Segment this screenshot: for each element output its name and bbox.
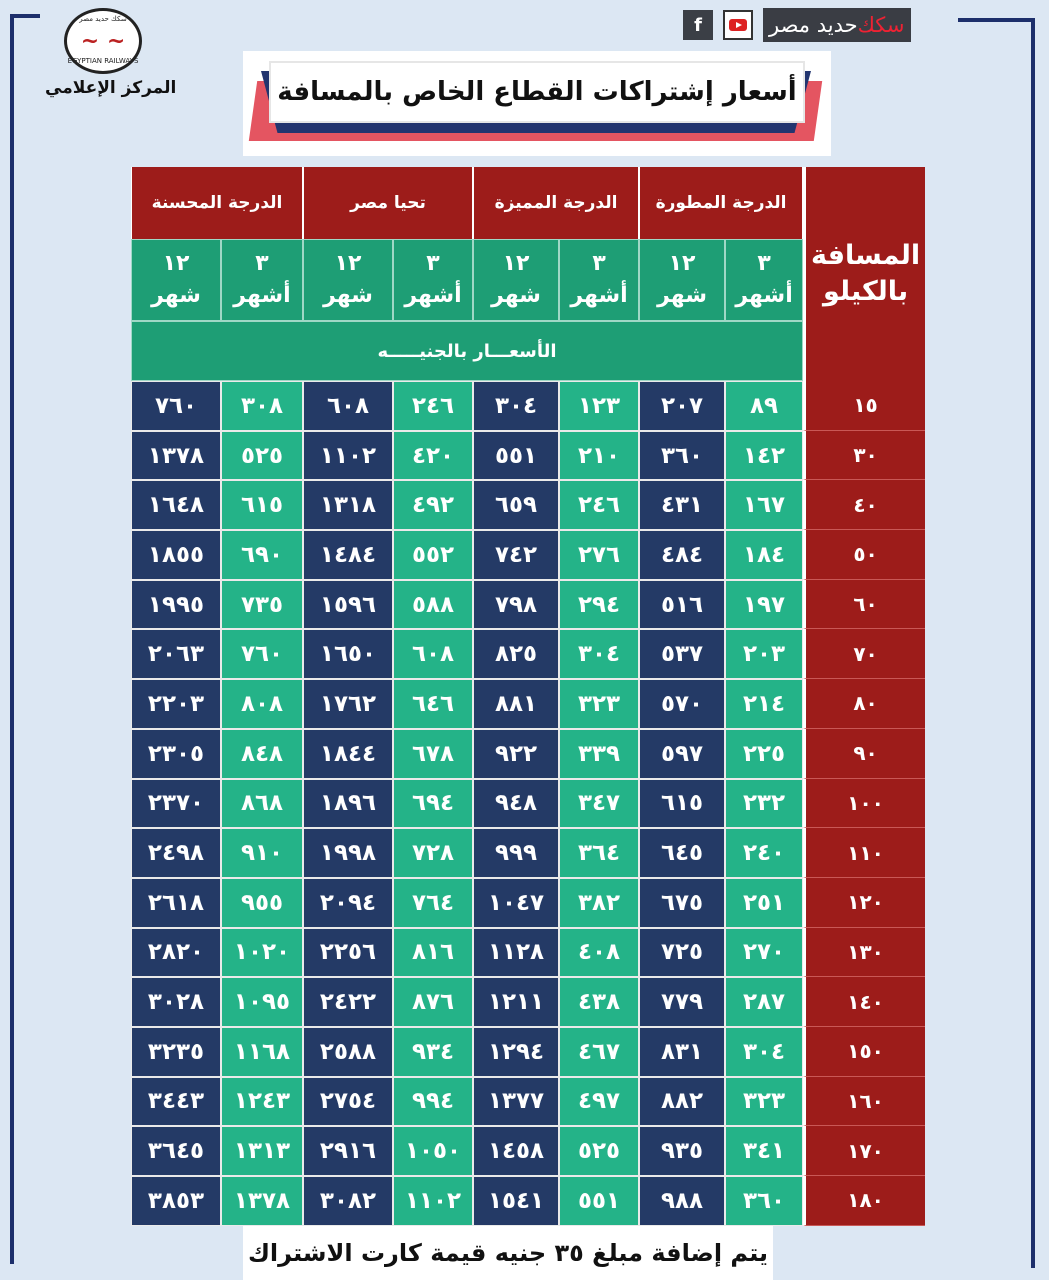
price-cell: ١٦٤٨ [131,480,221,530]
price-cell: ٥٨٨ [393,580,473,630]
price-cell: ٣٢٣ [725,1077,803,1127]
price-cell: ٥٥٢ [393,530,473,580]
price-cell: ٣٢٣٥ [131,1027,221,1077]
table-row [131,580,925,630]
table-row [131,629,925,679]
price-cell: ١١٢٨ [473,928,559,978]
price-cell: ١٣٧٨ [131,431,221,481]
price-cell: ٧٧٩ [639,977,725,1027]
price-cell: ٤٩٢ [393,480,473,530]
price-cell: ٤٩٧ [559,1077,639,1127]
price-cell: ٦٧٨ [393,729,473,779]
price-cell: ٢٤٩٨ [131,828,221,878]
price-cell: ٨٠٨ [221,679,303,729]
price-cell: ٥٥١ [473,431,559,481]
table-row [131,381,925,431]
distance-cell: ١٨٠ [803,1176,925,1226]
price-cell: ١٢٣ [559,381,639,431]
price-cell: ٤٢٠ [393,431,473,481]
price-cell: ٣٢٣ [559,679,639,729]
price-cell: ١٥٩٦ [303,580,393,630]
price-cell: ٢٥٨٨ [303,1027,393,1077]
price-cell: ٧٣٥ [221,580,303,630]
price-cell: ٩٢٢ [473,729,559,779]
table-row [131,480,925,530]
media-center-label: المركز الإعلامي [45,78,177,98]
distance-cell: ١٤٠ [803,977,925,1027]
price-cell: ١٥٤١ [473,1176,559,1226]
price-cell: ٣٨٢ [559,878,639,928]
price-cell: ٢٧٥٤ [303,1077,393,1127]
price-cell: ١٠٤٧ [473,878,559,928]
price-cell: ٤٨٤ [639,530,725,580]
price-cell: ٢٤٠ [725,828,803,878]
price-cell: ٣٦٤ [559,828,639,878]
price-cell: ٦٠٨ [303,381,393,431]
price-cell: ١٤٨٤ [303,530,393,580]
brand-part-2: حديد مصر [769,13,858,37]
price-cell: ٢٨٧ [725,977,803,1027]
price-cell: ٣٠٢٨ [131,977,221,1027]
distance-cell: ٨٠ [803,679,925,729]
price-cell: ٣٠٤ [473,381,559,431]
price-cell: ٣٠٨٢ [303,1176,393,1226]
price-cell: ٢٩١٦ [303,1126,393,1176]
price-cell: ١٤٥٨ [473,1126,559,1176]
price-cell: ١٢٩٤ [473,1027,559,1077]
price-cell: ١٨٥٥ [131,530,221,580]
price-cell: ١٠٩٥ [221,977,303,1027]
distance-cell: ١٠٠ [803,779,925,829]
table-row [131,779,925,829]
price-cell: ١٨٤٤ [303,729,393,779]
price-cell: ٨٨٢ [639,1077,725,1127]
price-cell: ١٩٩٥ [131,580,221,630]
frame-line-right [1031,18,1035,1268]
price-cell: ٦٤٦ [393,679,473,729]
frame-line-top-right [958,18,1034,22]
price-cell: ٢٠٣ [725,629,803,679]
class-header-improved: الدرجة المطورة [639,167,803,239]
seal-bottom-text: EGYPTIAN RAILWAYS [67,57,139,65]
price-cell: ٢٢٠٣ [131,679,221,729]
price-cell: ٦٩٤ [393,779,473,829]
distance-cell: ١١٠ [803,828,925,878]
price-cell: ١٨٩٦ [303,779,393,829]
youtube-icon[interactable] [723,10,753,40]
distance-cell: ٣٠ [803,431,925,481]
frame-line-left [10,14,14,1264]
price-cell: ١٣٧٨ [221,1176,303,1226]
price-cell: ٨٧٦ [393,977,473,1027]
distance-cell: ١٢٠ [803,878,925,928]
price-cell: ٨٦٨ [221,779,303,829]
price-cell: ٩٩٤ [393,1077,473,1127]
table-row [131,1077,925,1127]
price-cell: ٨٣١ [639,1027,725,1077]
table-row [131,1126,925,1176]
price-cell: ٥٣٧ [639,629,725,679]
price-cell: ٨٨١ [473,679,559,729]
price-cell: ٣٠٤ [559,629,639,679]
table-row [131,828,925,878]
price-cell: ٩٥٥ [221,878,303,928]
social-bar [683,8,911,42]
price-cell: ٢٧٠ [725,928,803,978]
price-cell: ٢٩٤ [559,580,639,630]
price-cell: ٨١٦ [393,928,473,978]
price-cell: ٧٦٠ [131,381,221,431]
price-cell: ٩٣٤ [393,1027,473,1077]
table-row [131,530,925,580]
facebook-icon[interactable]: f [683,10,713,40]
price-cell: ٣٤٧ [559,779,639,829]
table-row [131,878,925,928]
price-cell: ٤٠٨ [559,928,639,978]
price-cell: ٣٠٤ [725,1027,803,1077]
price-cell: ٥٢٥ [559,1126,639,1176]
price-cell: ٣٨٥٣ [131,1176,221,1226]
price-cell: ١٧٦٢ [303,679,393,729]
price-cell: ١٩٧ [725,580,803,630]
distance-cell: ٤٠ [803,480,925,530]
price-cell: ٤٦٧ [559,1027,639,1077]
page-title: أسعار إشتراكات القطاع الخاص بالمسافة [277,77,797,107]
price-cell: ٢٢٥٦ [303,928,393,978]
price-cell: ٣٣٩ [559,729,639,779]
prices-table [131,167,925,1226]
price-cell: ١١٠٢ [303,431,393,481]
price-cell: ٤٣٨ [559,977,639,1027]
price-cell: ٢٧٦ [559,530,639,580]
price-cell: ٢٨٢٠ [131,928,221,978]
prices-label: الأسعـــار بالجنيـــــه [131,321,803,381]
price-cell: ١٦٧ [725,480,803,530]
period-header-12: ١٢ شهر [131,239,221,321]
price-cell: ٦٠٨ [393,629,473,679]
class-header-tahya-misr: تحيا مصر [303,167,473,239]
price-cell: ٦٩٠ [221,530,303,580]
distance-cell: ١٥ [803,381,925,431]
title-banner [243,51,831,156]
price-cell: ٢٦١٨ [131,878,221,928]
price-cell: ٤٣١ [639,480,725,530]
price-cell: ١٨٤ [725,530,803,580]
price-cell: ٩٤٨ [473,779,559,829]
price-cell: ٧٩٨ [473,580,559,630]
price-cell: ٣٤١ [725,1126,803,1176]
price-cell: ١٠٢٠ [221,928,303,978]
price-cell: ٣٠٨ [221,381,303,431]
price-cell: ٨٤٨ [221,729,303,779]
distance-cell: ٩٠ [803,729,925,779]
period-header-3: ٣ أشهر [725,239,803,321]
table-row [131,431,925,481]
price-cell: ٢٢٥ [725,729,803,779]
price-cell: ٢١٤ [725,679,803,729]
price-cell: ٦٤٥ [639,828,725,878]
distance-cell: ١٥٠ [803,1027,925,1077]
price-cell: ٣٦٤٥ [131,1126,221,1176]
price-cell: ٦٥٩ [473,480,559,530]
price-cell: ٩٩٩ [473,828,559,878]
distance-cell: ١٧٠ [803,1126,925,1176]
price-cell: ١٣١٣ [221,1126,303,1176]
price-cell: ٢٥١ [725,878,803,928]
price-cell: ١٩٩٨ [303,828,393,878]
price-cell: ٥٩٧ [639,729,725,779]
price-cell: ٢٠٦٣ [131,629,221,679]
distance-cell: ٦٠ [803,580,925,630]
period-header-12: ١٢ شهر [303,239,393,321]
price-cell: ١٦٥٠ [303,629,393,679]
period-header-3: ٣ أشهر [221,239,303,321]
period-header-12: ١٢ شهر [639,239,725,321]
price-cell: ٥١٦ [639,580,725,630]
price-cell: ٢٠٩٤ [303,878,393,928]
price-cell: ٦١٥ [639,779,725,829]
price-cell: ١٢٤٣ [221,1077,303,1127]
price-cell: ٨٢٥ [473,629,559,679]
price-cell: ١٤٢ [725,431,803,481]
price-cell: ٩٣٥ [639,1126,725,1176]
price-cell: ١١٠٢ [393,1176,473,1226]
footer-note [243,1226,773,1280]
distance-cell: ٥٠ [803,530,925,580]
table-row [131,679,925,729]
price-cell: ٩١٠ [221,828,303,878]
brand-part-1: سكك [857,13,905,37]
frame-line-top-left [10,14,40,18]
price-cell: ١٢١١ [473,977,559,1027]
price-cell: ٦١٥ [221,480,303,530]
footer-text: يتم إضافة مبلغ ٣٥ جنيه قيمة كارت الاشتراك [247,1239,769,1267]
period-header-3: ٣ أشهر [393,239,473,321]
class-header-distinguished: الدرجة المميزة [473,167,639,239]
table-row [131,977,925,1027]
table-row [131,729,925,779]
seal-top-text: سكك حديد مصر [79,15,127,23]
class-header-enhanced: الدرجة المحسنة [131,167,303,239]
price-cell: ٧٢٨ [393,828,473,878]
price-cell: ٦٧٥ [639,878,725,928]
price-cell: ٢٣٧٠ [131,779,221,829]
distance-cell: ١٦٠ [803,1077,925,1127]
price-cell: ٢١٠ [559,431,639,481]
period-header-3: ٣ أشهر [559,239,639,321]
price-cell: ٣٦٠ [725,1176,803,1226]
period-header-12: ١٢ شهر [473,239,559,321]
price-cell: ٧٦٠ [221,629,303,679]
price-cell: ٢٤٢٢ [303,977,393,1027]
price-cell: ٥٧٠ [639,679,725,729]
price-cell: ٨٩ [725,381,803,431]
railways-seal-icon: سكك حديد مصر ~ ~ EGYPTIAN RAILWAYS [64,8,142,74]
brand-label [763,8,911,42]
table-row [131,1176,925,1226]
table-row [131,1027,925,1077]
price-cell: ٧٢٥ [639,928,725,978]
price-cell: ١٣٧٧ [473,1077,559,1127]
price-cell: ٥٥١ [559,1176,639,1226]
price-cell: ١١٦٨ [221,1027,303,1077]
price-cell: ٩٨٨ [639,1176,725,1226]
price-cell: ٥٢٥ [221,431,303,481]
price-cell: ٢٣٢ [725,779,803,829]
price-cell: ٣٦٠ [639,431,725,481]
table-row [131,928,925,978]
price-cell: ١٣١٨ [303,480,393,530]
price-cell: ٣٤٤٣ [131,1077,221,1127]
price-cell: ٧٤٢ [473,530,559,580]
distance-header: المسافة بالكيلو [803,167,925,381]
price-cell: ٧٦٤ [393,878,473,928]
price-cell: ٢٠٧ [639,381,725,431]
distance-cell: ١٣٠ [803,928,925,978]
price-cell: ٢٣٠٥ [131,729,221,779]
price-cell: ٢٤٦ [393,381,473,431]
price-cell: ١٠٥٠ [393,1126,473,1176]
distance-cell: ٧٠ [803,629,925,679]
price-cell: ٢٤٦ [559,480,639,530]
